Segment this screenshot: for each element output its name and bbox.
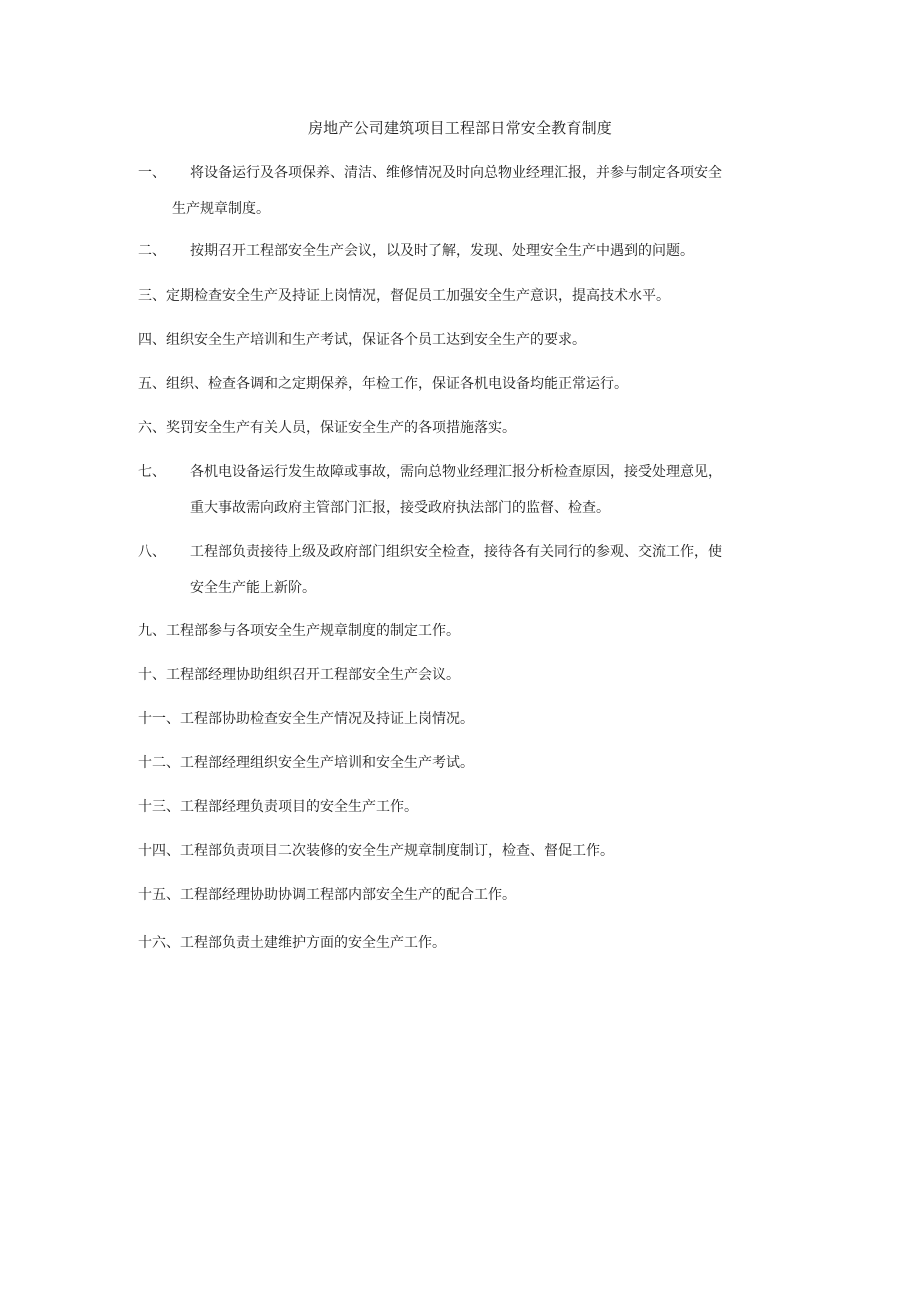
item-number: 九、: [138, 623, 166, 639]
item-text: 按期召开工程部安全生产会议，以及时了解，发现、处理安全生产中遇到的问题。: [190, 243, 694, 259]
item-number: 十五、: [138, 887, 180, 903]
list-item-12: [138, 752, 788, 774]
list-item-1: [138, 162, 788, 217]
item-number: 十、: [138, 667, 166, 683]
list-item-11: [138, 708, 788, 730]
item-number: 十四、: [138, 843, 180, 859]
item-number: 二、: [138, 243, 166, 259]
item-text: 工程部协助检查安全生产情况及持证上岗情况。: [180, 711, 474, 727]
list-item-6: [138, 417, 788, 439]
list-item-2: [138, 240, 788, 262]
list-item-3: [138, 285, 788, 307]
item-text: 组织、检查各调和之定期保养，年检工作，保证各机电设备均能正常运行。: [166, 376, 628, 392]
item-text: 将设备运行及各项保养、清洁、维修情况及时向总物业经理汇报，并参与制定各项安全: [190, 165, 722, 181]
item-text: 组织安全生产培训和生产考试，保证各个员工达到安全生产的要求。: [166, 332, 586, 348]
item-text: 工程部负责接待上级及政府部门组织安全检查，接待各有关同行的参观、交流工作，使: [190, 544, 722, 560]
item-number: 七、: [138, 464, 166, 480]
item-number: 四、: [138, 332, 166, 348]
list-item-10: [138, 664, 788, 686]
item-number: 十一、: [138, 711, 180, 727]
item-number: 十二、: [138, 755, 180, 771]
item-number: 十三、: [138, 799, 180, 815]
item-continuation: 安全生产能上新阶。: [190, 580, 316, 596]
document-title: 房地产公司建筑项目工程部日常安全教育制度: [307, 119, 612, 137]
item-continuation: 生产规章制度。: [172, 201, 270, 217]
item-number: 六、: [138, 420, 166, 436]
list-item-8: [138, 541, 788, 596]
list-item-15: [138, 884, 788, 906]
item-number: 三、: [138, 288, 166, 304]
item-number: 八、: [138, 544, 166, 560]
item-text: 工程部经理组织安全生产培训和安全生产考试。: [180, 755, 474, 771]
item-text: 工程部参与各项安全生产规章制度的制定工作。: [166, 623, 460, 639]
item-number: 十六、: [138, 935, 180, 951]
item-text: 工程部负责项目二次装修的安全生产规章制度制订，检查、督促工作。: [180, 843, 614, 859]
item-continuation: 重大事故需向政府主管部门汇报，接受政府执法部门的监督、检查。: [190, 500, 610, 516]
list-item-7: [138, 461, 788, 516]
list-item-9: [138, 620, 788, 642]
item-text: 工程部经理协助组织召开工程部安全生产会议。: [166, 667, 460, 683]
list-item-16: [138, 932, 788, 954]
item-text: 奖罚安全生产有关人员，保证安全生产的各项措施落实。: [166, 420, 516, 436]
item-text: 各机电设备运行发生故障或事故，需向总物业经理汇报分析检查原因，接受处理意见，: [190, 464, 722, 480]
item-text: 工程部经理负责项目的安全生产工作。: [180, 799, 418, 815]
item-number: 一、: [138, 165, 166, 181]
item-number: 五、: [138, 376, 166, 392]
item-text: 工程部负责土建维护方面的安全生产工作。: [180, 935, 446, 951]
item-text: 工程部经理协助协调工程部内部安全生产的配合工作。: [180, 887, 516, 903]
list-item-4: [138, 329, 788, 351]
list-item-14: [138, 840, 788, 862]
list-item-13: [138, 796, 788, 818]
list-item-5: [138, 373, 788, 395]
item-text: 定期检查安全生产及持证上岗情况，督促员工加强安全生产意识，提高技术水平。: [166, 288, 670, 304]
